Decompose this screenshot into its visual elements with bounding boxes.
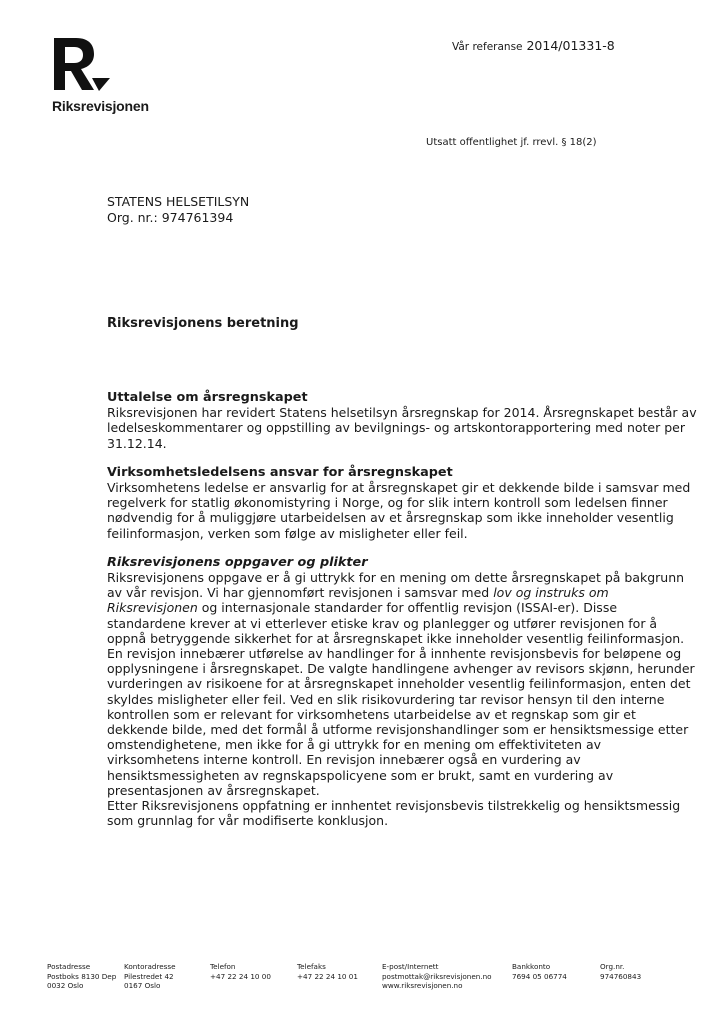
- text-run: og internasjonale standarder for offentlig revisjon (ISSAI-er). Disse standardene krever at vi etterlever etiske krav og planlegger og utfører revisjonen for å oppnå betryggende sikkerhet for at årsregnskapet ikke inneholder vesentlig feilinformasjon.: [107, 600, 685, 646]
- footer-value: +47 22 24 10 00: [210, 971, 271, 981]
- footer-label: E-post/Internett: [382, 962, 439, 971]
- footer-telefon: [210, 962, 271, 981]
- footer-value: Pilestredet 42: [124, 971, 174, 981]
- footer-bankkonto: [512, 962, 567, 981]
- recipient-org-nr: Org. nr.: 974761394: [107, 210, 234, 225]
- recipient-block: [107, 194, 249, 226]
- section-management-responsibility: [107, 465, 697, 541]
- recipient-name: STATENS HELSETILSYN: [107, 194, 250, 209]
- footer-label: Kontoradresse: [124, 962, 176, 971]
- footer-value: 0167 Oslo: [124, 981, 161, 990]
- section-statement: [107, 390, 697, 451]
- section-text: Riksrevisjonen har revidert Statens helsetilsyn årsregnskap for 2014. Årsregnskapet består av ledelseskommentarer og oppstilling av bevilgnings- og artskontorapportering med noter per 31.12.14.: [107, 405, 697, 451]
- section-auditor-duties: [107, 555, 697, 829]
- document-body: [107, 390, 697, 842]
- logo-wordmark: Riksrevisjonen: [52, 98, 149, 114]
- exemption-note: Utsatt offentlighet jf. rrevl. § 18(2): [426, 137, 597, 148]
- italic-text-run: lov og instruks om Riksrevisjonen: [107, 585, 609, 616]
- reference-number: 2014/01331-8: [526, 38, 615, 53]
- footer-label: Bankkonto: [512, 962, 551, 971]
- footer-value: Postboks 8130 Dep: [47, 971, 117, 981]
- footer-label: Telefaks: [297, 962, 326, 971]
- reference-label: Vår referanse: [452, 41, 523, 53]
- footer-epost: [382, 962, 492, 991]
- footer-postadresse: [47, 962, 116, 991]
- footer-kontoradresse: [124, 962, 176, 991]
- footer-label: Telefon: [210, 962, 236, 971]
- section-heading: Riksrevisjonens oppgaver og plikter: [107, 554, 368, 570]
- footer-value: 7694 05 06774: [512, 971, 567, 981]
- footer-email-link[interactable]: postmottak@riksrevisjonen.no: [382, 971, 492, 981]
- riksrevisjonen-logo-icon: [52, 36, 110, 92]
- document-title: Riksrevisjonens beretning: [107, 316, 299, 331]
- footer-value: 974760843: [600, 971, 642, 981]
- footer-orgnr: [600, 962, 641, 981]
- footer-label: Org.nr.: [600, 962, 625, 971]
- footer-label: Postadresse: [47, 962, 91, 971]
- footer-telefaks: [297, 962, 358, 981]
- section-heading: Uttalelse om årsregnskapet: [107, 390, 308, 405]
- section-paragraph: En revisjon innebærer utførelse av handlinger for å innhente revisjonsbevis for beløpene og opplysningene i årsregnskapet. De valgte handlingene avhenger av revisors skjønn, herunder vurderingen av risikoene for at årsregnskapet inneholder vesentlig feilinformasjon, enten det skyldes misligheter eller feil. Ved en slik risikovurdering tar revisor hensyn til den interne kontrollen som er relevant for virksomhetens utarbeidelse av et regnskap som gir et dekkende bilde, med det formål å utforme revisjonshandlinger som er hensiktsmessige etter omstendighetene, men ikke for å gi uttrykk for en mening om effektiviteten av virksomhetens interne kontroll. En revisjon innebærer også en vurdering av hensiktsmessigheten av regnskapspolicyene som er brukt, samt en vurdering av presentasjonen av årsregnskapet.: [107, 646, 695, 798]
- footer-website-link[interactable]: www.riksrevisjonen.no: [382, 981, 463, 990]
- reference: [452, 38, 615, 53]
- section-paragraph: [107, 570, 697, 646]
- footer-value: 0032 Oslo: [47, 981, 84, 990]
- text-run: Riksrevisjonens oppgave er å gi uttrykk for en mening om dette årsregnskapet på bakgrunn av vår revisjon. Vi har gjennomført revisjonen i samsvar med: [107, 570, 685, 601]
- section-heading: Virksomhetsledelsens ansvar for årsregnskapet: [107, 464, 453, 480]
- footer-value: +47 22 24 10 01: [297, 971, 358, 981]
- section-paragraph: Etter Riksrevisjonens oppfatning er innhentet revisjonsbevis tilstrekkelig og hensiktsmessig som grunnlag for vår modifiserte konklusjon.: [107, 798, 681, 829]
- section-text: Virksomhetens ledelse er ansvarlig for at årsregnskapet gir et dekkende bilde i samsvar med regelverk for statlig økonomistyring i Norge, og for slik intern kontroll som ledelsen finner nødvendig for å muliggjøre utarbeidelsen av et årsregnskap som ikke inneholder vesentlig feilinformasjon, verken som følge av misligheter eller feil.: [107, 480, 691, 541]
